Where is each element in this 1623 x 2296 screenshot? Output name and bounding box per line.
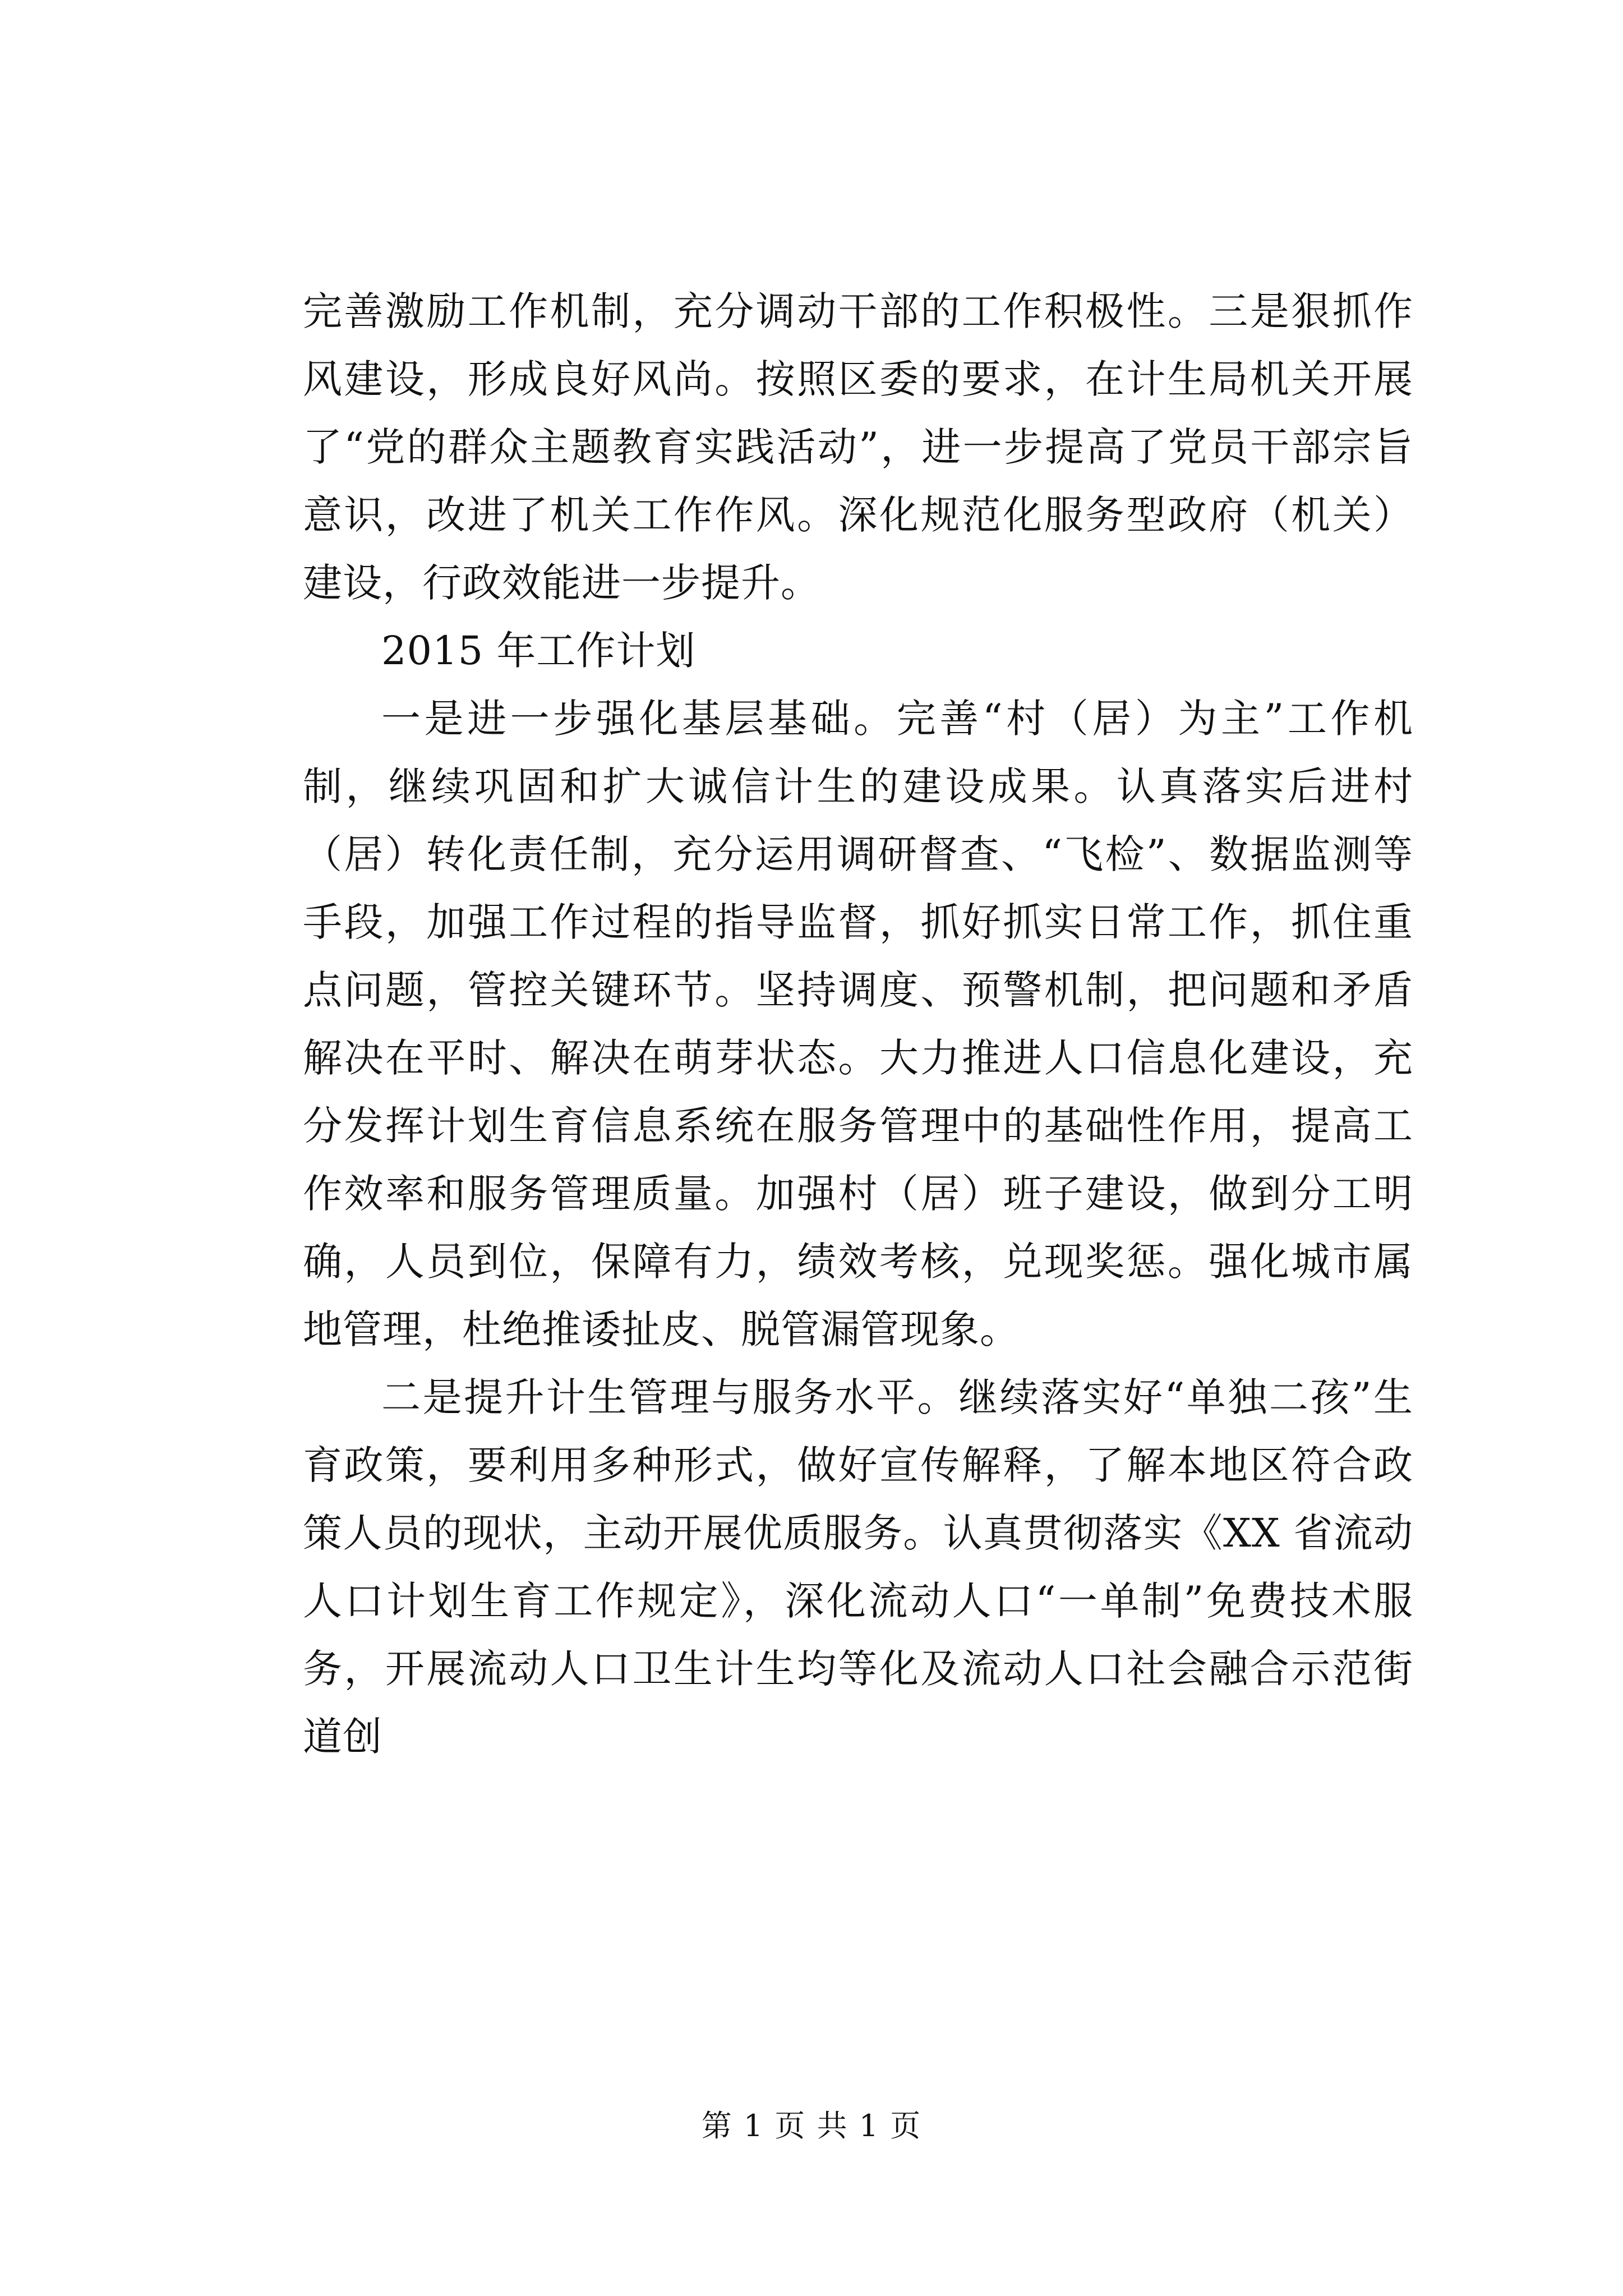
paragraph-continuation: 完善激励工作机制，充分调动干部的工作积极性。三是狠抓作风建设，形成良好风尚。按照区委的要求，在计生局机关开展了“党的群众主题教育实践活动”，进一步提高了党员干部宗旨意识，改进了机关工作作风。深化规范化服务型政府（机关）建设，行政效能进一步提升。 [303,288,1413,606]
page-number-footer: 第 1 页 共 1 页 [701,2108,922,2143]
paragraph-item-two: 二是提升计生管理与服务水平。继续落实好“单独二孩”生育政策，要利用多种形式，做好宣传解释，了解本地区符合政策人员的现状，主动开展优质服务。认真贯彻落实《XX 省流动人口计划生育工作规定》，深化流动人口“一单制”免费技术服务，开展流动人口卫生计生均等化及流动人口社会融合示范街道创 [303,1374,1413,1760]
document-body [303,278,1413,1771]
section-heading-2015-plan: 2015 年工作计划 [381,628,696,674]
paragraph-item-one: 一是进一步强化基层基础。完善“村（居）为主”工作机制，继续巩固和扩大诚信计生的建设成果。认真落实后进村（居）转化责任制，充分运用调研督查、“飞检”、数据监测等手段，加强工作过程的指导监督，抓好抓实日常工作，抓住重点问题，管控关键环节。坚持调度、预警机制，把问题和矛盾解决在平时、解决在萌芽状态。大力推进人口信息化建设，充分发挥计划生育信息系统在服务管理中的基础性作用，提高工作效率和服务管理质量。加强村（居）班子建设，做到分工明确，人员到位，保障有力，绩效考核，兑现奖惩。强化城市属地管理，杜绝推诿扯皮、脱管漏管现象。 [303,696,1413,1352]
